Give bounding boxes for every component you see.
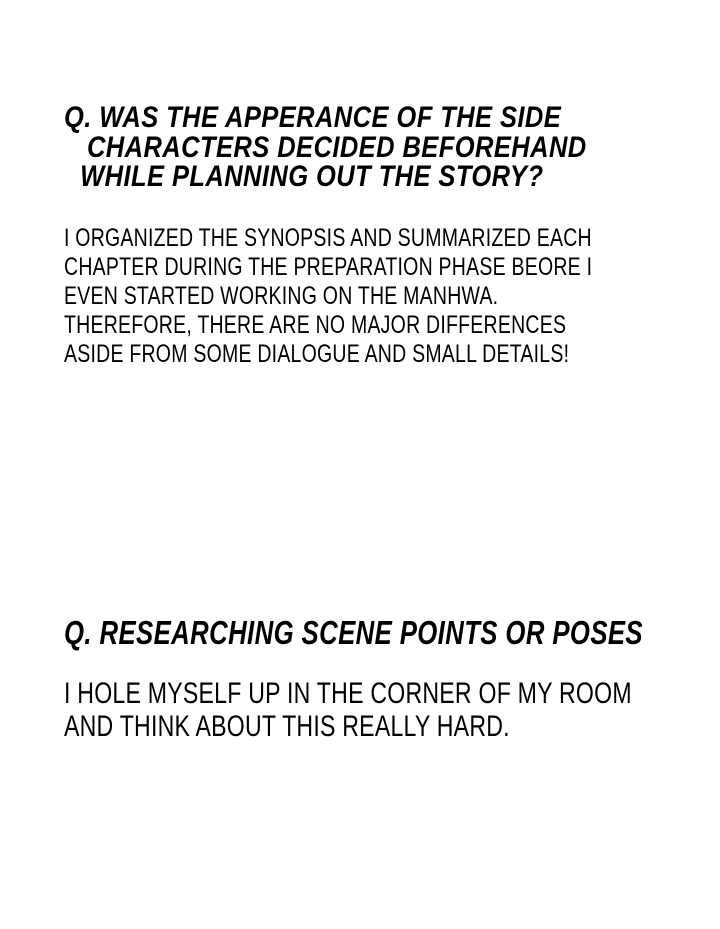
question-1-line: Q. WAS THE APPERANCE OF THE SIDE — [64, 101, 562, 134]
answer-1-line: ASIDE FROM SOME DIALOGUE AND SMALL DETAILS! — [64, 340, 570, 368]
answer-1-line: CHAPTER DURING THE PREPARATION PHASE BEORE I — [64, 253, 593, 281]
answer-1-line: THEREFORE, THERE ARE NO MAJOR DIFFERENCES — [64, 311, 567, 339]
question-1-heading — [64, 103, 587, 192]
question-1-line: CHARACTERS DECIDED BEFOREHAND — [86, 130, 587, 164]
answer-1-line: I ORGANIZED THE SYNOPSIS AND SUMMARIZED EACH — [64, 224, 592, 252]
answer-2-line: I HOLE MYSELF UP IN THE CORNER OF MY ROOM — [64, 677, 632, 710]
answer-1-paragraph — [64, 224, 592, 369]
question-2-line: Q. RESEARCHING SCENE POINTS OR POSES — [64, 614, 643, 651]
answer-2-line: AND THINK ABOUT THIS REALLY HARD. — [64, 709, 510, 743]
answer-2-paragraph — [64, 678, 632, 743]
answer-1-line: EVEN STARTED WORKING ON THE MANHWA. — [64, 282, 499, 310]
question-2-heading — [64, 616, 643, 649]
question-1-line: WHILE PLANNING OUT THE STORY? — [80, 160, 544, 193]
